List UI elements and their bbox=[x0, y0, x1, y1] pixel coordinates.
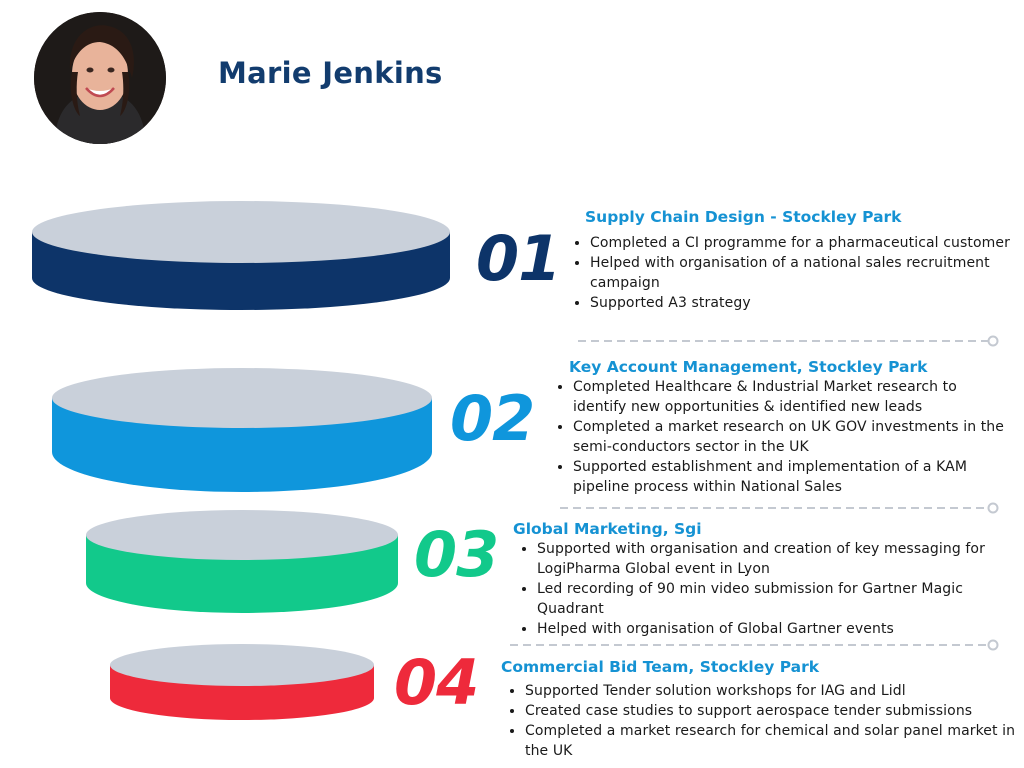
stage-number-3: 03 bbox=[414, 518, 499, 591]
stage-2-bullet-2: • Completed a market research on UK GOV investments in the semi-conductors sector in the UK bbox=[573, 417, 1013, 457]
stage-2-bullet-3: • Supported establishment and implementation of a KAM pipeline process within National Sales bbox=[573, 457, 1013, 497]
stage-3-bullet-3: • Helped with organisation of Global Gartner events bbox=[537, 619, 1003, 639]
separator-dot-3 bbox=[989, 641, 998, 650]
stage-title-2: Key Account Management, Stockley Park bbox=[569, 358, 928, 376]
stage-block-2 bbox=[553, 357, 1013, 497]
stage-4-bullet-1: • Supported Tender solution workshops for IAG and Lidl bbox=[525, 681, 1016, 701]
stage-number-2: 02 bbox=[450, 382, 535, 455]
stage-2-bullet-1: • Completed Healthcare & Industrial Market research to identify new opportunities & identified new leads bbox=[573, 377, 1013, 417]
stage-title-1: Supply Chain Design - Stockley Park bbox=[585, 208, 902, 226]
stage-title-4: Commercial Bid Team, Stockley Park bbox=[501, 658, 820, 676]
stage-block-4 bbox=[501, 657, 1016, 761]
stage-3-bullet-2: • Led recording of 90 min video submission for Gartner Magic Quadrant bbox=[537, 579, 1003, 619]
stage-block-3 bbox=[513, 519, 1003, 639]
stage-bullets-1 bbox=[570, 233, 1010, 313]
stage-bullets-2 bbox=[553, 377, 1013, 497]
separator-dot-2 bbox=[989, 504, 998, 513]
stage-3-bullet-1: • Supported with organisation and creation of key messaging for LogiPharma Global event in Lyon bbox=[537, 539, 1003, 579]
stage-number-1: 01 bbox=[476, 222, 561, 295]
stage-bullets-4 bbox=[501, 681, 1016, 761]
stage-number-4: 04 bbox=[394, 646, 479, 719]
stage-1-bullet-2: • Helped with organisation of a national sales recruitment campaign bbox=[590, 253, 1010, 293]
stage-1-bullet-3: • Supported A3 strategy bbox=[590, 293, 1010, 313]
separator-dot-1 bbox=[989, 337, 998, 346]
stage-title-3: Global Marketing, Sgi bbox=[513, 520, 702, 538]
profile-name: Marie Jenkins bbox=[218, 56, 443, 90]
stage-4-bullet-2: • Created case studies to support aerospace tender submissions bbox=[525, 701, 1016, 721]
stage-bullets-3 bbox=[513, 539, 1003, 639]
stage-4-bullet-3: • Completed a market research for chemical and solar panel market in the UK bbox=[525, 721, 1016, 761]
stage-1-bullet-1: • Completed a CI programme for a pharmaceutical customer bbox=[590, 233, 1010, 253]
stage-block-1 bbox=[570, 207, 1010, 313]
